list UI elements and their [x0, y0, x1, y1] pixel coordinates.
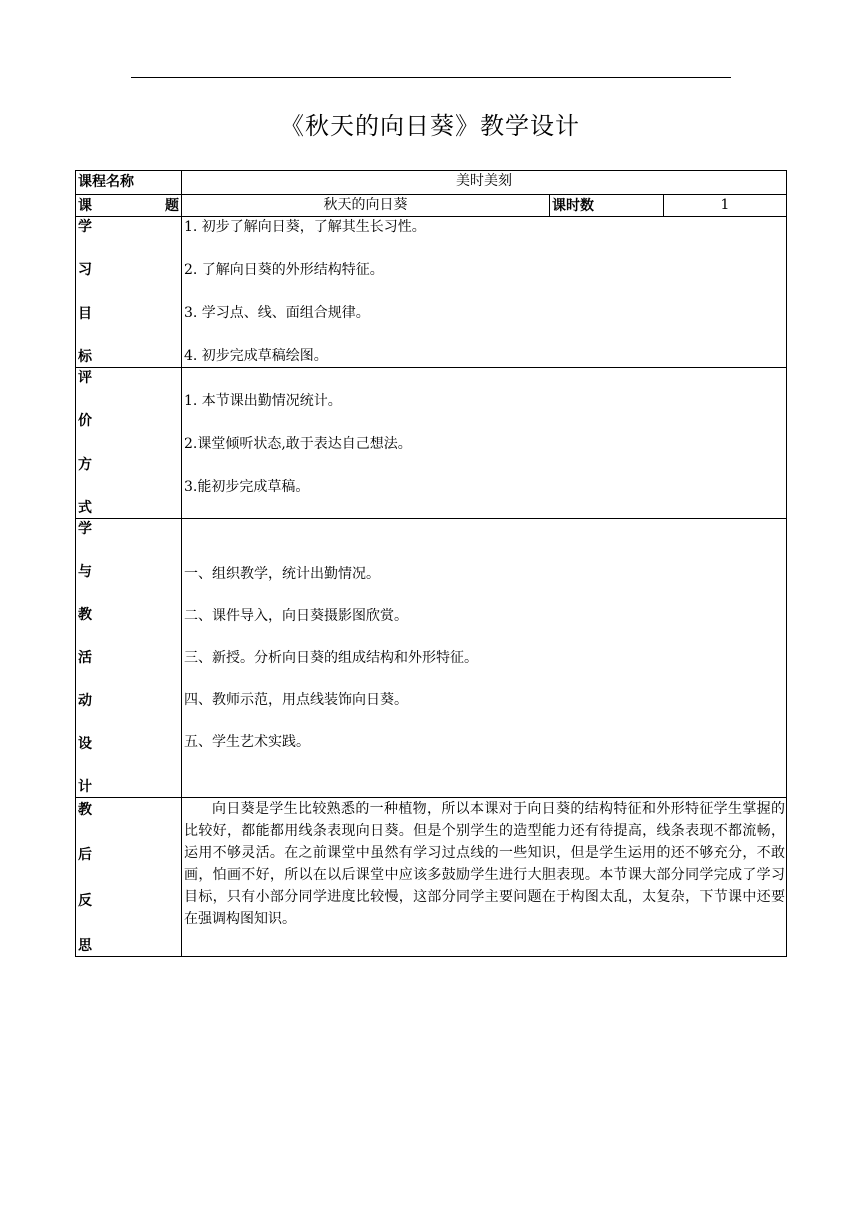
header-rule	[131, 77, 731, 78]
course-name-value: 美时美刻	[182, 171, 787, 195]
evaluation-item: 2.课堂倾听状态,敢于表达自己想法。	[184, 436, 412, 452]
evaluation-label-char: 式	[78, 499, 92, 516]
activities-row	[76, 519, 787, 798]
topic-label-left: 课	[78, 198, 92, 214]
activity-item: 一、组织教学，统计出勤情况。	[184, 566, 380, 582]
course-name-row	[76, 171, 787, 195]
objectives-list	[182, 217, 787, 368]
reflection-text: 向日葵是学生比较熟悉的一种植物，所以本课对于向日葵的结构特征和外形特征学生掌握的比较好，都能都用线条表现向日葵。但是个别学生的造型能力还有待提高，线条表现不都流畅，运用不够灵活。在之前课堂中虽然有学习过点线的一些知识，但是学生运用的还不够充分，不敢画，怕画不好，所以在以后课堂中应该多鼓励学生进行大胆表现。本节课大部分同学完成了学习目标，只有小部分同学进度比较慢，这部分同学主要问题在于构图太乱，太复杂，下节课中还要在强调构图知识。	[182, 798, 787, 957]
reflection-label-char: 反	[78, 892, 92, 909]
topic-row	[76, 195, 787, 217]
objective-item: 3. 学习点、线、面组合规律。	[184, 305, 370, 321]
activities-label	[76, 519, 182, 798]
objectives-label-char: 习	[78, 262, 92, 279]
evaluation-label-char: 价	[78, 413, 92, 430]
lesson-plan-table	[75, 170, 787, 957]
reflection-label-char: 后	[78, 847, 92, 864]
objectives-row	[76, 217, 787, 368]
objectives-label-char: 标	[78, 348, 92, 365]
activities-label-char: 计	[78, 779, 92, 795]
evaluation-item: 3.能初步完成草稿。	[184, 479, 310, 495]
activity-item: 四、教师示范，用点线装饰向日葵。	[184, 692, 408, 708]
objective-item: 2. 了解向日葵的外形结构特征。	[184, 262, 384, 278]
objectives-label-char: 目	[78, 305, 92, 322]
evaluation-label-char: 方	[78, 456, 92, 473]
reflection-label-char: 教	[78, 802, 92, 818]
reflection-label	[76, 798, 182, 957]
activities-label-char: 动	[78, 693, 92, 709]
activity-item: 五、学生艺术实践。	[184, 734, 310, 750]
topic-label	[76, 195, 182, 217]
topic-label-right: 题	[165, 198, 179, 214]
evaluation-row	[76, 368, 787, 519]
evaluation-item: 1. 本节课出勤情况统计。	[184, 393, 342, 409]
objective-item: 4. 初步完成草稿绘图。	[184, 348, 328, 364]
evaluation-label-char: 评	[78, 370, 92, 386]
activities-label-char: 与	[78, 564, 92, 580]
reflection-row	[76, 798, 787, 957]
objective-item: 1. 初步了解向日葵，了解其生长习性。	[184, 219, 426, 235]
reflection-label-char: 思	[78, 937, 92, 954]
activities-list	[182, 519, 787, 798]
hours-label: 课时数	[550, 195, 664, 217]
objectives-label	[76, 217, 182, 368]
evaluation-label	[76, 368, 182, 519]
activities-label-char: 学	[78, 521, 92, 537]
activities-label-char: 教	[78, 607, 92, 623]
activity-item: 二、课件导入，向日葵摄影图欣赏。	[184, 608, 408, 624]
course-name-label: 课程名称	[76, 171, 182, 195]
document-title: 《秋天的向日葵》教学设计	[280, 112, 580, 140]
objectives-label-char: 学	[78, 219, 92, 235]
topic-value: 秋天的向日葵	[182, 195, 550, 217]
activities-label-char: 活	[78, 650, 92, 666]
activity-item: 三、新授。分析向日葵的组成结构和外形特征。	[184, 650, 478, 666]
hours-value: 1	[664, 195, 787, 217]
evaluation-list	[182, 368, 787, 519]
activities-label-char: 设	[78, 736, 92, 752]
